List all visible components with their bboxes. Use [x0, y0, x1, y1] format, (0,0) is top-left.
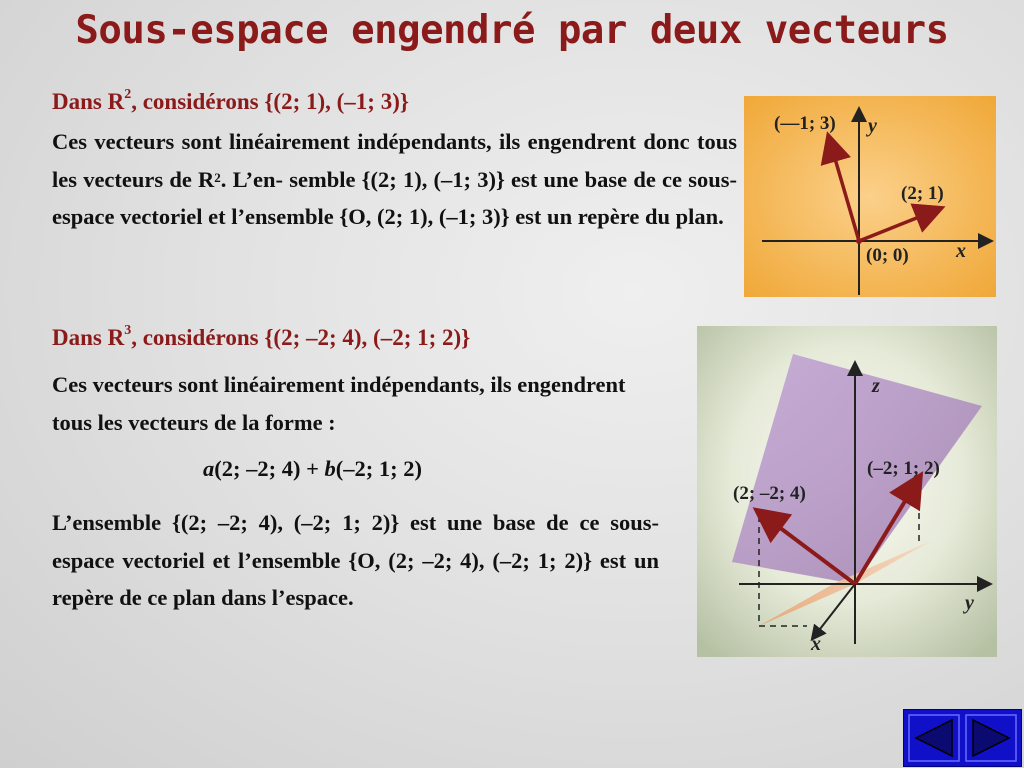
formula-coefficient-b: b: [324, 456, 336, 481]
label-y-axis-3d: y: [965, 592, 974, 614]
r3-heading-suffix: , considérons {(2; –2; 4), (–2; 1; 2)}: [131, 325, 471, 350]
r2-paragraph-part1: Ces vecteurs sont linéairement indépendants, ils engendrent donc tous les vecteurs de R: [52, 129, 737, 192]
label-z-axis: z: [872, 375, 880, 397]
figure-3d-svg: [697, 326, 997, 657]
label-x-axis: x: [956, 240, 966, 262]
slide-navigation: [903, 709, 1022, 767]
label-origin: (0; 0): [866, 245, 909, 266]
r2-heading-exponent: 2: [124, 87, 132, 102]
formula-part1: (2; –2; 4) +: [214, 456, 325, 481]
r2-heading-prefix: Dans R: [52, 89, 125, 114]
formula-coefficient-a: a: [203, 456, 215, 481]
navigation-svg: [904, 710, 1021, 766]
r3-formula: [203, 456, 422, 482]
label-v2: (2; 1): [901, 183, 944, 204]
figure-3d-vectors: [697, 326, 997, 657]
label-x-axis-3d: x: [811, 633, 821, 655]
label-v2-3d: (–2; 1; 2): [867, 458, 940, 479]
label-v1-3d: (2; –2; 4): [733, 483, 806, 504]
r3-heading-prefix: Dans R: [52, 325, 125, 350]
r3-heading: [52, 325, 470, 351]
r2-paragraph-part2: . L’en- semble {(2; 1), (–1; 3)} est une base de ce sous-espace vectoriel et l’ensemble {O, (2; 1), (–1; 3)} est un repère du plan.: [52, 166, 737, 229]
previous-slide-button[interactable]: [909, 715, 959, 761]
r2-paragraph: [52, 123, 737, 236]
figure-2d-svg: [744, 96, 996, 297]
r2-heading-suffix: , considérons {(2; 1), (–1; 3)}: [131, 89, 409, 114]
label-y-axis: y: [868, 115, 877, 137]
r3-paragraph-1: Ces vecteurs sont linéairement indépendants, ils engendrent tous les vecteurs de la forme :: [52, 372, 626, 435]
r2-paragraph-exponent: 2: [214, 169, 221, 185]
label-v1: (—1; 3): [774, 113, 836, 134]
r3-paragraph-2: L’ensemble {(2; –2; 4), (–2; 1; 2)} est une base de ce sous-espace vectoriel et l’ensemble {O, (2; –2; 4), (–2; 1; 2)} est un repère de ce plan dans l’espace.: [52, 510, 659, 610]
origin-point: [856, 238, 862, 244]
formula-part2: (–2; 1; 2): [335, 456, 423, 481]
figure-2d-vectors: [744, 96, 996, 297]
next-slide-button[interactable]: [966, 715, 1016, 761]
r2-heading: [52, 89, 409, 115]
r3-heading-exponent: 3: [124, 323, 132, 338]
page-title: Sous-espace engendré par deux vecteurs: [75, 8, 949, 53]
